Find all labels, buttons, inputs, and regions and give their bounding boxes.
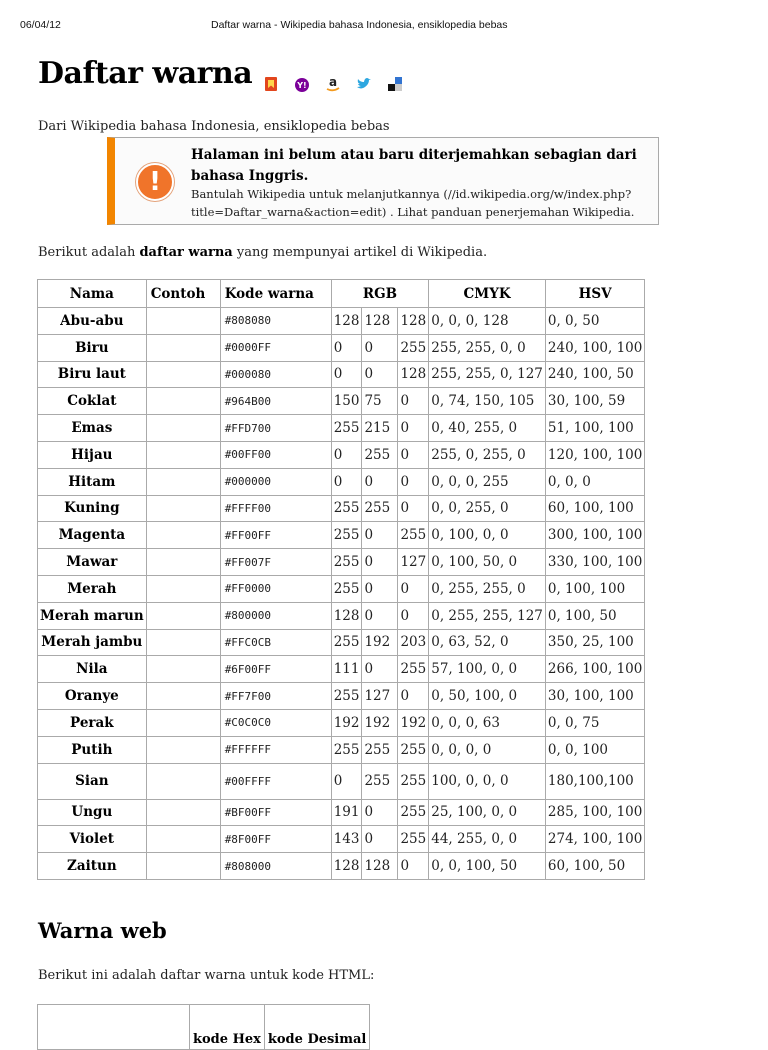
cell-g: 75 xyxy=(362,388,398,415)
cell-cmyk: 0, 255, 255, 0 xyxy=(429,575,546,602)
cell-kode: #BF00FF xyxy=(220,799,331,826)
print-header xyxy=(0,19,768,33)
cell-cmyk: 0, 50, 100, 0 xyxy=(429,683,546,710)
cell-r: 255 xyxy=(331,575,362,602)
web-header-hex: kode Hex xyxy=(190,1005,265,1050)
cell-kode: #FFFF00 xyxy=(220,495,331,522)
cell-nama[interactable]: Oranye xyxy=(38,683,147,710)
cell-g: 0 xyxy=(362,468,398,495)
cell-hsv: 0, 100, 50 xyxy=(545,602,644,629)
cell-cmyk: 57, 100, 0, 0 xyxy=(429,656,546,683)
table-header-row xyxy=(38,280,645,308)
cell-cmyk: 0, 40, 255, 0 xyxy=(429,415,546,442)
cell-contoh xyxy=(146,522,220,549)
cell-contoh xyxy=(146,495,220,522)
cell-cmyk: 0, 100, 50, 0 xyxy=(429,549,546,576)
cell-hsv: 180,100,100 xyxy=(545,763,644,799)
cell-hsv: 60, 100, 50 xyxy=(545,853,644,880)
cell-r: 128 xyxy=(331,602,362,629)
cell-kode: #000080 xyxy=(220,361,331,388)
bookmark-icon[interactable] xyxy=(262,75,280,93)
cell-nama[interactable]: Biru laut xyxy=(38,361,147,388)
cell-r: 192 xyxy=(331,709,362,736)
cell-r: 143 xyxy=(331,826,362,853)
cell-g: 0 xyxy=(362,549,398,576)
cell-g: 192 xyxy=(362,629,398,656)
cell-b: 255 xyxy=(398,763,429,799)
cell-nama[interactable]: Kuning xyxy=(38,495,147,522)
header-nama: Nama xyxy=(38,280,147,308)
table-row xyxy=(38,763,645,799)
cell-r: 255 xyxy=(331,549,362,576)
cell-cmyk: 0, 0, 255, 0 xyxy=(429,495,546,522)
intro-text-after: yang mempunyai artikel di Wikipedia. xyxy=(232,245,488,260)
cell-g: 255 xyxy=(362,441,398,468)
header-contoh: Contoh xyxy=(146,280,220,308)
cell-nama[interactable]: Biru xyxy=(38,334,147,361)
cell-b: 203 xyxy=(398,629,429,656)
cell-g: 192 xyxy=(362,709,398,736)
web-color-table xyxy=(37,1004,370,1050)
cell-kode: #00FFFF xyxy=(220,763,331,799)
cell-cmyk: 0, 0, 0, 63 xyxy=(429,709,546,736)
cell-hsv: 285, 100, 100 xyxy=(545,799,644,826)
cell-r: 128 xyxy=(331,308,362,335)
cell-hsv: 30, 100, 100 xyxy=(545,683,644,710)
cell-hsv: 330, 100, 100 xyxy=(545,549,644,576)
cell-kode: #FF7F00 xyxy=(220,683,331,710)
cell-nama[interactable]: Merah jambu xyxy=(38,629,147,656)
cell-g: 128 xyxy=(362,308,398,335)
cell-kode: #00FF00 xyxy=(220,441,331,468)
cell-g: 215 xyxy=(362,415,398,442)
color-table xyxy=(37,279,645,880)
cell-g: 0 xyxy=(362,602,398,629)
cell-b: 0 xyxy=(398,495,429,522)
table-row xyxy=(38,361,645,388)
cell-nama[interactable]: Coklat xyxy=(38,388,147,415)
cell-hsv: 266, 100, 100 xyxy=(545,656,644,683)
cell-kode: #C0C0C0 xyxy=(220,709,331,736)
cell-contoh xyxy=(146,441,220,468)
cell-kode: #800000 xyxy=(220,602,331,629)
table-row xyxy=(38,522,645,549)
cell-g: 255 xyxy=(362,495,398,522)
translation-notice xyxy=(107,137,659,225)
page-subtitle: Dari Wikipedia bahasa Indonesia, ensiklopedia bebas xyxy=(38,119,390,134)
cell-cmyk: 0, 74, 150, 105 xyxy=(429,388,546,415)
cell-kode: #6F00FF xyxy=(220,656,331,683)
table-row xyxy=(38,629,645,656)
cell-kode: #FFC0CB xyxy=(220,629,331,656)
cell-r: 111 xyxy=(331,656,362,683)
cell-nama[interactable]: Violet xyxy=(38,826,147,853)
cell-g: 0 xyxy=(362,334,398,361)
table-row xyxy=(38,308,645,335)
table-row xyxy=(38,468,645,495)
cell-kode: #0000FF xyxy=(220,334,331,361)
cell-b: 255 xyxy=(398,334,429,361)
cell-kode: #FF0000 xyxy=(220,575,331,602)
cell-kode: #808000 xyxy=(220,853,331,880)
cell-contoh xyxy=(146,468,220,495)
cell-nama[interactable]: Mawar xyxy=(38,549,147,576)
cell-contoh xyxy=(146,361,220,388)
cell-cmyk: 0, 0, 0, 255 xyxy=(429,468,546,495)
notice-body: Bantulah Wikipedia untuk melanjutkannya (//id.wikipedia.org/w/index.php?title=Daftar_warna&action=edit) . Lihat panduan penerjemahan Wikipedia. xyxy=(191,187,635,219)
cell-kode: #FFFFFF xyxy=(220,736,331,763)
cell-b: 255 xyxy=(398,736,429,763)
header-kode: Kode warna xyxy=(220,280,331,308)
cell-kode: #8F00FF xyxy=(220,826,331,853)
cell-nama[interactable]: Merah xyxy=(38,575,147,602)
cell-contoh xyxy=(146,602,220,629)
share-toolbar xyxy=(262,74,404,94)
header-rgb: RGB xyxy=(331,280,429,308)
cell-g: 255 xyxy=(362,763,398,799)
cell-r: 255 xyxy=(331,629,362,656)
cell-kode: #964B00 xyxy=(220,388,331,415)
cell-nama[interactable]: Nila xyxy=(38,656,147,683)
cell-b: 0 xyxy=(398,415,429,442)
warning-icon: ! xyxy=(136,163,174,201)
cell-nama[interactable]: Sian xyxy=(38,763,147,799)
table-row xyxy=(38,575,645,602)
page-title: Daftar warna xyxy=(38,56,253,91)
cell-cmyk: 255, 255, 0, 0 xyxy=(429,334,546,361)
cell-g: 0 xyxy=(362,799,398,826)
cell-g: 0 xyxy=(362,361,398,388)
web-table-header-row xyxy=(38,1005,370,1050)
notice-title: Halaman ini belum atau baru diterjemahkan sebagian dari bahasa Inggris. xyxy=(191,147,637,184)
intro-link-daftar-warna[interactable]: daftar warna xyxy=(139,245,233,260)
cell-hsv: 274, 100, 100 xyxy=(545,826,644,853)
cell-cmyk: 100, 0, 0, 0 xyxy=(429,763,546,799)
cell-g: 0 xyxy=(362,826,398,853)
cell-cmyk: 44, 255, 0, 0 xyxy=(429,826,546,853)
cell-b: 255 xyxy=(398,799,429,826)
cell-hsv: 240, 100, 50 xyxy=(545,361,644,388)
cell-r: 0 xyxy=(331,763,362,799)
web-header-empty xyxy=(38,1005,190,1050)
cell-b: 0 xyxy=(398,602,429,629)
cell-r: 255 xyxy=(331,522,362,549)
cell-g: 0 xyxy=(362,522,398,549)
cell-contoh xyxy=(146,709,220,736)
cell-hsv: 0, 0, 75 xyxy=(545,709,644,736)
intro-paragraph xyxy=(38,245,487,260)
table-row xyxy=(38,415,645,442)
cell-r: 255 xyxy=(331,495,362,522)
cell-b: 128 xyxy=(398,308,429,335)
print-date: 06/04/12 xyxy=(20,19,61,31)
table-row xyxy=(38,334,645,361)
cell-cmyk: 255, 0, 255, 0 xyxy=(429,441,546,468)
cell-contoh xyxy=(146,575,220,602)
cell-r: 0 xyxy=(331,441,362,468)
cell-kode: #000000 xyxy=(220,468,331,495)
cell-r: 150 xyxy=(331,388,362,415)
svg-text:a: a xyxy=(328,75,338,89)
cell-g: 255 xyxy=(362,736,398,763)
cell-contoh xyxy=(146,683,220,710)
cell-contoh xyxy=(146,763,220,799)
cell-hsv: 0, 0, 0 xyxy=(545,468,644,495)
cell-contoh xyxy=(146,826,220,853)
cell-b: 0 xyxy=(398,683,429,710)
svg-text:Y!: Y! xyxy=(297,81,307,90)
cell-b: 0 xyxy=(398,468,429,495)
print-page-title: Daftar warna - Wikipedia bahasa Indonesia, ensiklopedia bebas xyxy=(211,19,508,31)
cell-b: 128 xyxy=(398,361,429,388)
table-row xyxy=(38,656,645,683)
cell-g: 0 xyxy=(362,575,398,602)
table-row xyxy=(38,549,645,576)
intro-text-before: Berikut adalah xyxy=(38,245,140,260)
cell-nama[interactable]: Abu-abu xyxy=(38,308,147,335)
section-intro: Berikut ini adalah daftar warna untuk kode HTML: xyxy=(38,968,375,983)
cell-hsv: 0, 100, 100 xyxy=(545,575,644,602)
cell-g: 127 xyxy=(362,683,398,710)
table-row xyxy=(38,709,645,736)
table-row xyxy=(38,853,645,880)
cell-b: 255 xyxy=(398,656,429,683)
yahoo-icon[interactable] xyxy=(293,75,311,93)
cell-r: 128 xyxy=(331,853,362,880)
cell-contoh xyxy=(146,549,220,576)
cell-cmyk: 0, 0, 100, 50 xyxy=(429,853,546,880)
cell-nama[interactable]: Hitam xyxy=(38,468,147,495)
cell-nama[interactable]: Putih xyxy=(38,736,147,763)
cell-hsv: 120, 100, 100 xyxy=(545,441,644,468)
web-header-dec: kode Desimal xyxy=(264,1005,369,1050)
cell-b: 0 xyxy=(398,853,429,880)
cell-hsv: 0, 0, 100 xyxy=(545,736,644,763)
cell-r: 0 xyxy=(331,468,362,495)
cell-b: 0 xyxy=(398,388,429,415)
cell-hsv: 350, 25, 100 xyxy=(545,629,644,656)
cell-kode: #808080 xyxy=(220,308,331,335)
cell-r: 0 xyxy=(331,361,362,388)
cell-cmyk: 0, 100, 0, 0 xyxy=(429,522,546,549)
cell-r: 255 xyxy=(331,683,362,710)
cell-hsv: 240, 100, 100 xyxy=(545,334,644,361)
cell-nama[interactable]: Zaitun xyxy=(38,853,147,880)
cell-r: 255 xyxy=(331,415,362,442)
cell-b: 127 xyxy=(398,549,429,576)
cell-contoh xyxy=(146,629,220,656)
cell-cmyk: 0, 63, 52, 0 xyxy=(429,629,546,656)
table-row xyxy=(38,602,645,629)
cell-b: 255 xyxy=(398,826,429,853)
table-row xyxy=(38,826,645,853)
table-row xyxy=(38,736,645,763)
cell-hsv: 60, 100, 100 xyxy=(545,495,644,522)
table-row xyxy=(38,799,645,826)
amazon-icon[interactable] xyxy=(324,75,342,93)
cell-contoh xyxy=(146,334,220,361)
table-row xyxy=(38,683,645,710)
cell-cmyk: 25, 100, 0, 0 xyxy=(429,799,546,826)
delicious-icon[interactable] xyxy=(386,75,404,93)
header-hsv: HSV xyxy=(545,280,644,308)
cell-r: 255 xyxy=(331,736,362,763)
cell-contoh xyxy=(146,308,220,335)
cell-r: 0 xyxy=(331,334,362,361)
cell-hsv: 30, 100, 59 xyxy=(545,388,644,415)
cell-nama[interactable]: Emas xyxy=(38,415,147,442)
cell-hsv: 51, 100, 100 xyxy=(545,415,644,442)
cell-cmyk: 0, 0, 0, 0 xyxy=(429,736,546,763)
cell-contoh xyxy=(146,388,220,415)
cell-cmyk: 255, 255, 0, 127 xyxy=(429,361,546,388)
header-cmyk: CMYK xyxy=(429,280,546,308)
cell-g: 128 xyxy=(362,853,398,880)
cell-kode: #FFD700 xyxy=(220,415,331,442)
cell-hsv: 0, 0, 50 xyxy=(545,308,644,335)
table-row xyxy=(38,495,645,522)
cell-nama[interactable]: Perak xyxy=(38,709,147,736)
cell-contoh xyxy=(146,656,220,683)
cell-kode: #FF00FF xyxy=(220,522,331,549)
cell-kode: #FF007F xyxy=(220,549,331,576)
section-heading-warna-web: Warna web xyxy=(38,918,167,943)
cell-r: 191 xyxy=(331,799,362,826)
cell-contoh xyxy=(146,736,220,763)
cell-b: 255 xyxy=(398,522,429,549)
cell-g: 0 xyxy=(362,656,398,683)
cell-nama[interactable]: Ungu xyxy=(38,799,147,826)
cell-nama[interactable]: Merah marun xyxy=(38,602,147,629)
cell-b: 0 xyxy=(398,575,429,602)
cell-contoh xyxy=(146,853,220,880)
cell-b: 192 xyxy=(398,709,429,736)
table-row xyxy=(38,441,645,468)
cell-b: 0 xyxy=(398,441,429,468)
cell-hsv: 300, 100, 100 xyxy=(545,522,644,549)
table-row xyxy=(38,388,645,415)
cell-cmyk: 0, 255, 255, 127 xyxy=(429,602,546,629)
cell-nama[interactable]: Hijau xyxy=(38,441,147,468)
cell-contoh xyxy=(146,415,220,442)
cell-nama[interactable]: Magenta xyxy=(38,522,147,549)
twitter-icon[interactable] xyxy=(355,75,373,93)
color-table-body xyxy=(38,308,645,880)
cell-contoh xyxy=(146,799,220,826)
cell-cmyk: 0, 0, 0, 128 xyxy=(429,308,546,335)
